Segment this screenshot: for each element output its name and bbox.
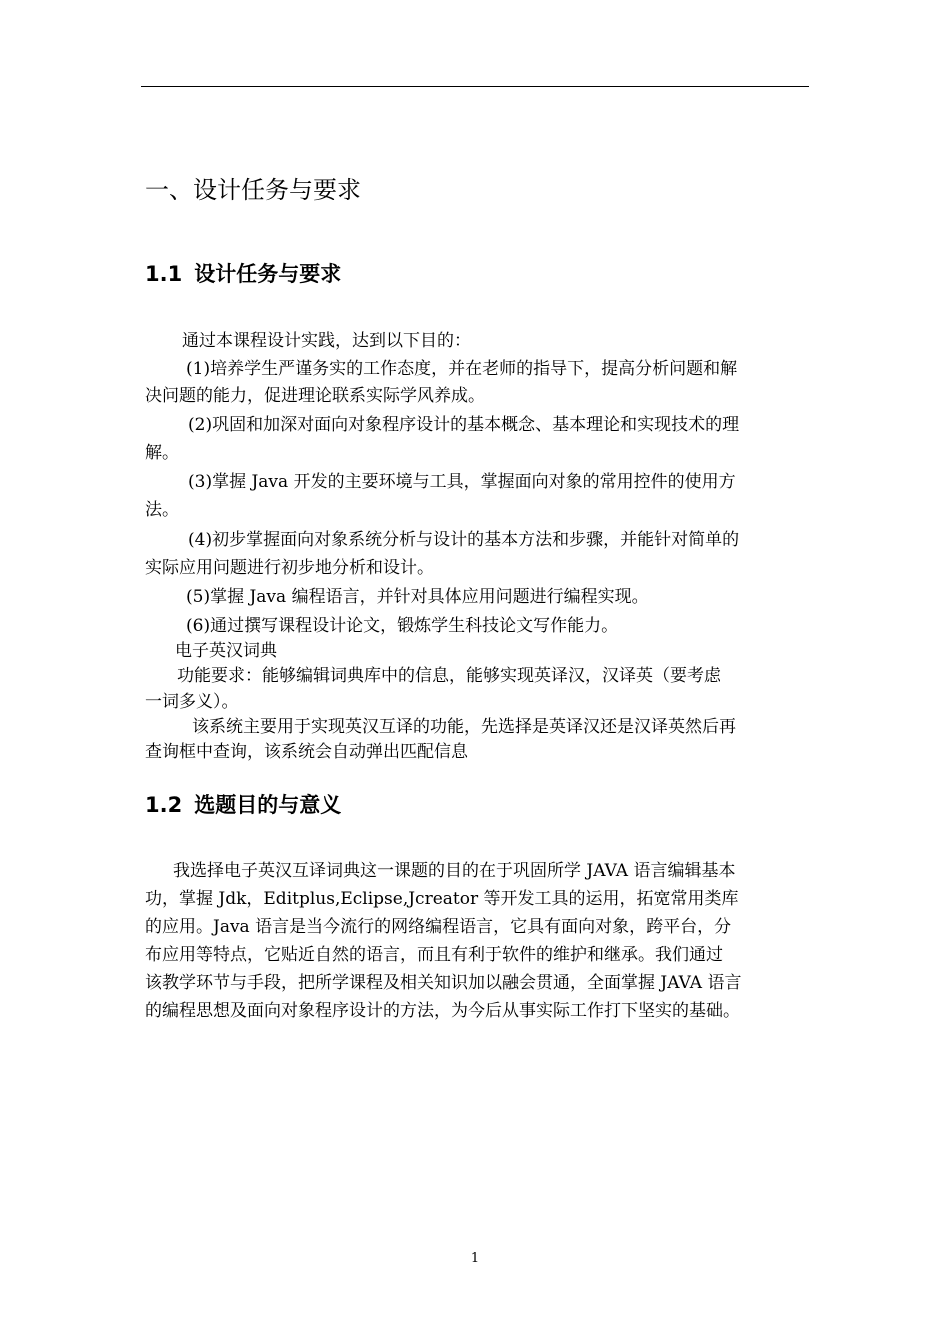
paragraph-line: 决问题的能力，促进理论联系实际学风养成。: [145, 386, 485, 406]
section-heading-1-2: [145, 789, 341, 821]
page-number: 1: [470, 1251, 480, 1266]
section-number: 1.2: [145, 793, 183, 817]
paragraph-line: (6)通过撰写课程设计论文，锻炼学生科技论文写作能力。: [186, 616, 619, 636]
paragraph-line: 功能要求：能够编辑词典库中的信息，能够实现英译汉，汉译英（要考虑: [177, 666, 721, 686]
paragraph-line: 功，掌握 Jdk，Editplus,Eclipse,Jcreator 等开发工具的运用，拓宽常用类库: [145, 889, 739, 909]
header-rule: [141, 86, 809, 87]
paragraph-line: 的编程思想及面向对象程序设计的方法，为今后从事实际工作打下坚实的基础。: [145, 1001, 740, 1021]
paragraph-line: 该教学环节与手段，把所学课程及相关知识加以融会贯通，全面掌握 JAVA 语言: [145, 973, 742, 993]
paragraph-line: (5)掌握 Java 编程语言，并针对具体应用问题进行编程实现。: [186, 587, 649, 607]
paragraph-line: 查询框中查询，该系统会自动弹出匹配信息: [145, 742, 468, 762]
paragraph-line: 通过本课程设计实践，达到以下目的：: [182, 331, 471, 351]
paragraph-line: (3)掌握 Java 开发的主要环境与工具，掌握面向对象的常用控件的使用方: [188, 472, 736, 492]
paragraph-line: 电子英汉词典: [175, 641, 277, 661]
section-number: 1.1: [145, 262, 183, 286]
paragraph-line: 实际应用问题进行初步地分析和设计。: [145, 558, 434, 578]
paragraph-line: 一词多义）。: [145, 692, 239, 712]
paragraph-line: (2)巩固和加深对面向对象程序设计的基本概念、基本理论和实现技术的理: [188, 415, 740, 435]
section-title: 选题目的与意义: [194, 793, 342, 817]
paragraph-line: 的应用。Java 语言是当今流行的网络编程语言，它具有面向对象，跨平台，分: [145, 917, 732, 937]
paragraph-line: (1)培养学生严谨务实的工作态度，并在老师的指导下，提高分析问题和解: [186, 359, 738, 379]
section-title: 设计任务与要求: [194, 262, 342, 286]
paragraph-line: (4)初步掌握面向对象系统分析与设计的基本方法和步骤，并能针对简单的: [188, 530, 740, 550]
section-heading-1-1: [145, 258, 341, 290]
paragraph-line: 布应用等特点，它贴近自然的语言，而且有利于软件的维护和继承。我们通过: [145, 945, 723, 965]
paragraph-line: 解。: [145, 443, 179, 463]
paragraph-line: 我选择电子英汉互译词典这一课题的目的在于巩固所学 JAVA 语言编辑基本: [173, 861, 736, 881]
chapter-title: 一、设计任务与要求: [145, 176, 361, 204]
paragraph-line: 该系统主要用于实现英汉互译的功能，先选择是英译汉还是汉译英然后再: [192, 717, 736, 737]
paragraph-line: 法。: [145, 500, 179, 520]
